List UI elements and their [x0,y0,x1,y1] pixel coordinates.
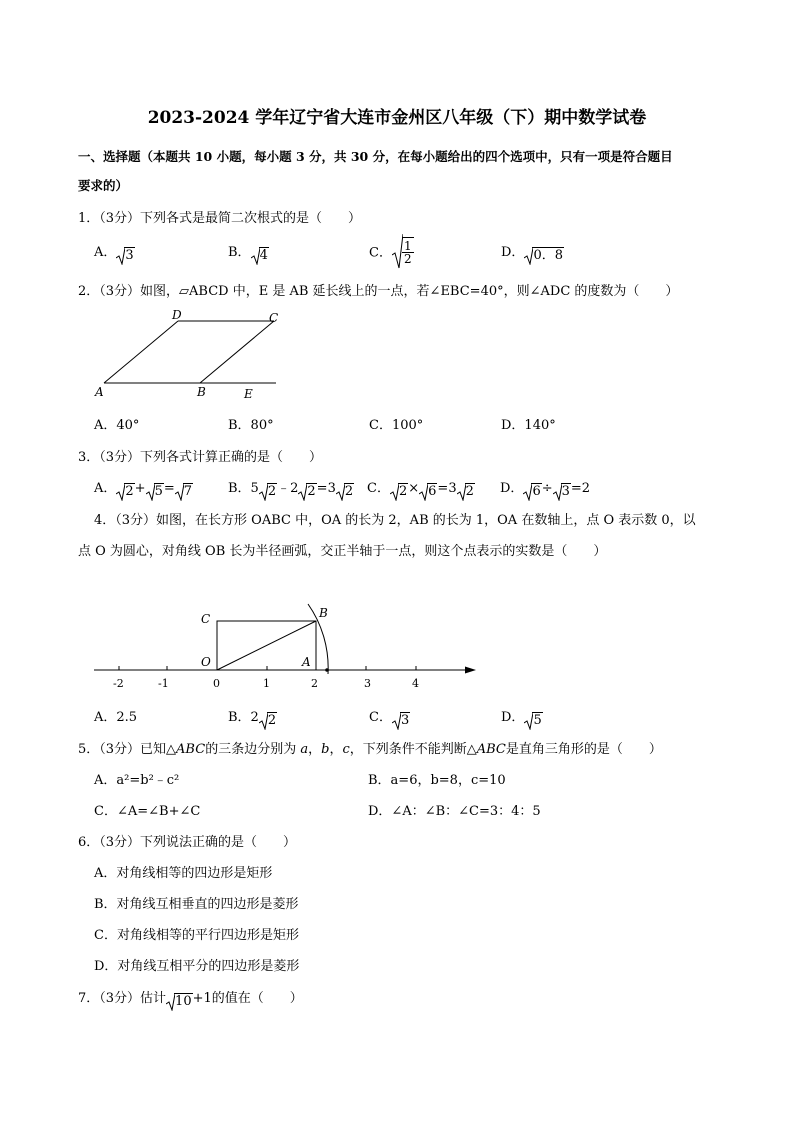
label-E: E [244,387,253,401]
q4-stem-line1: 4．（3分）如图，在长方形 OABC 中，OA 的长为 2，AB 的长为 1，OA 在数轴上，点 O 表示数 0，以 [94,513,696,528]
tick-label: 3 [364,677,371,690]
q3-stem: 3．（3分）下列各式计算正确的是（ ） [78,450,323,465]
q3-option-c: C． 2× 6=3 2 [367,481,474,499]
q5-stem: 5．（3分）已知△ABC的三条边分别为 a，b，c，下列条件不能判断△ABC是直角三角形的是（ ） [78,742,662,757]
q3-option-b: B．5 2﹣2 2=3 2 [228,481,354,499]
sqrt-symbol: 3 [392,712,410,730]
tick-label: -1 [158,677,169,690]
q6-stem: 6．（3分）下列说法正确的是（ ） [78,835,297,850]
parallelogram-figure [90,306,290,402]
q5-option-b: B．a=6，b=8，c=10 [368,773,506,788]
q3-option-a: A． 2+ 5= 7 [94,481,193,499]
q7-stem: 7．（3分）估计 10+1的值在（ ） [78,991,303,1009]
label-B: B [319,606,328,620]
sqrt-symbol: 2 [298,483,316,501]
sqrt-symbol: 3 [116,247,134,265]
section-heading-line2: 要求的） [78,178,129,193]
sqrt-symbol: 6 [419,483,437,501]
q2-option-a: A．40° [94,418,140,433]
sqrt-symbol: 5 [146,483,164,501]
number-line-figure [88,600,488,695]
q4-option-b: B．2 2 [228,710,277,728]
label-C: C [269,311,279,325]
q4-option-d: D． 5 [501,710,542,728]
label-C: C [201,612,211,626]
tick-label: 0 [213,677,220,690]
sqrt-symbol: 6 [523,483,541,501]
label-O: O [201,655,211,669]
q4-stem-line2: 点 O 为圆心，对角线 OB 长为半径画弧，交正半轴于一点，则这个点表示的实数是（ ） [78,544,607,559]
sqrt-symbol: 2 [116,483,134,501]
q6-option-d: D．对角线互相平分的四边形是菱形 [94,959,300,974]
sqrt-symbol: 5 [524,712,542,730]
label-A: A [95,385,104,399]
q1-option-d: D． 0．8 [501,245,563,263]
q6-option-a: A．对角线相等的四边形是矩形 [94,866,273,881]
q5-option-c: C．∠A=∠B+∠C [94,804,201,819]
label-B: B [197,385,206,399]
q1-option-a: A． 3 [94,245,134,263]
tick-label: -2 [113,677,124,690]
q2-option-d: D．140° [501,418,556,433]
sqrt-symbol: 3 [553,483,571,501]
q6-option-c: C．对角线相等的平行四边形是矩形 [94,928,299,943]
sqrt-symbol: 0．8 [524,247,564,265]
sqrt-symbol: 10 [166,993,193,1011]
q2-option-b: B．80° [228,418,274,433]
tick-label: 4 [412,677,419,690]
q5-option-a: A．a²=b²﹣c² [94,773,180,788]
section-heading-line1: 一、选择题（本题共 10 小题，每小题 3 分，共 30 分，在每小题给出的四个选项中，只有一项是符合题目 [78,149,673,164]
q4-option-a: A．2.5 [94,710,138,725]
page-title: 2023-2024 学年辽宁省大连市金州区八年级（下）期中数学试卷 [147,108,647,128]
sqrt-symbol: 2 [259,483,277,501]
q6-option-b: B．对角线互相垂直的四边形是菱形 [94,897,299,912]
label-D: D [172,308,182,322]
q1-option-c: C． $\frac{1}{2}$ [369,233,414,269]
sqrt-symbol: 2 [336,483,354,501]
sqrt-symbol: 7 [175,483,193,501]
q1-stem: 1．（3分）下列各式是最简二次根式的是（ ） [78,211,362,226]
sqrt-symbol: 2 [259,712,277,730]
q2-option-c: C．100° [369,418,424,433]
q4-option-c: C． 3 [369,710,410,728]
tick-label: 1 [263,677,270,690]
tick-label: 2 [311,677,318,690]
sqrt-symbol: 4 [251,247,269,265]
label-A: A [302,655,311,669]
q3-option-d: D． 6÷ 3=2 [500,481,591,499]
sqrt-symbol: 2 [457,483,475,501]
q1-option-b: B． 4 [228,245,268,263]
q2-stem: 2．（3分）如图，▱ABCD 中，E 是 AB 延长线上的一点，若∠EBC=40°，则∠ADC 的度数为（ ） [78,284,679,299]
sqrt-symbol: 2 [390,483,408,501]
q5-option-d: D．∠A：∠B：∠C=3：4：5 [368,804,541,819]
